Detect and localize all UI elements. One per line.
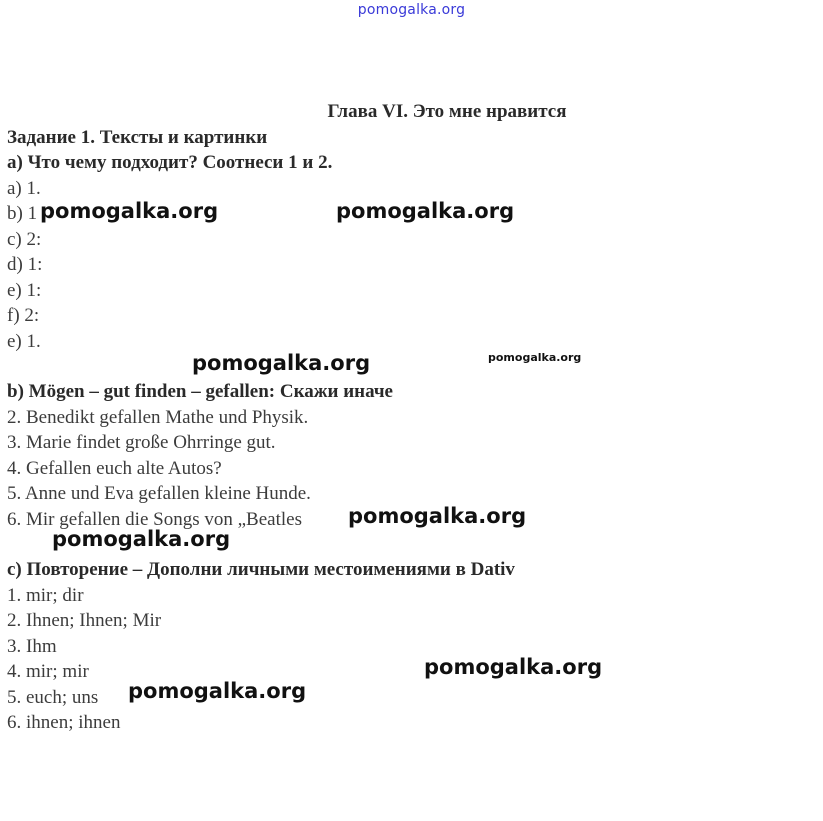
part-a-heading: а) Что чему подходит? Соотнеси 1 и 2. xyxy=(7,152,333,173)
part-a-item: b) 1 xyxy=(7,203,38,224)
part-c-item: 6. ihnen; ihnen xyxy=(7,712,121,733)
document xyxy=(7,99,807,736)
part-c-heading: с) Повторение – Дополни личными местоимениями в Dativ xyxy=(7,559,515,580)
watermark: pomogalka.org xyxy=(192,351,371,375)
part-a-item: c) 2: xyxy=(7,228,42,250)
site-watermark-top: pomogalka.org xyxy=(357,2,466,18)
watermark: pomogalka.org xyxy=(128,679,307,703)
part-b-heading: b) Mögen – gut finden – gefallen: Скажи иначе xyxy=(7,381,393,402)
part-c-item: 4. mir; mir xyxy=(7,661,89,682)
task-title: Задание 1. Тексты и картинки xyxy=(7,126,268,148)
watermark: pomogalka.org xyxy=(40,199,219,223)
watermark: pomogalka.org xyxy=(52,527,231,551)
spacer xyxy=(7,354,807,379)
part-b-item: 6. Mir gefallen die Songs von „Beatles xyxy=(7,508,302,530)
part-c-item: 2. Ihnen; Ihnen; Mir xyxy=(7,610,162,631)
part-b-item: 2. Benedikt gefallen Mathe und Physik. xyxy=(7,406,309,428)
part-c-item: 3. Ihm xyxy=(7,635,57,657)
part-b-item: 4. Gefallen euch alte Autos? xyxy=(7,457,222,479)
part-b-item: 5. Anne und Eva gefallen kleine Hunde. xyxy=(7,483,311,504)
part-a-item: f) 2: xyxy=(7,305,40,326)
part-a-item: d) 1: xyxy=(7,254,43,275)
part-c-item: 1. mir; dir xyxy=(7,584,84,606)
watermark: pomogalka.org xyxy=(336,199,515,223)
part-c-item: 5. euch; uns xyxy=(7,686,99,708)
watermark: pomogalka.org xyxy=(488,351,582,364)
part-b-item: 3. Marie findet große Ohrringe gut. xyxy=(7,432,276,453)
watermark: pomogalka.org xyxy=(348,504,527,528)
chapter-title: Глава VI. Это мне нравится xyxy=(327,101,567,122)
watermark: pomogalka.org xyxy=(424,655,603,679)
part-a-item: e) 1. xyxy=(7,330,41,352)
part-a-item: a) 1. xyxy=(7,177,41,199)
part-a-item: e) 1: xyxy=(7,279,42,301)
